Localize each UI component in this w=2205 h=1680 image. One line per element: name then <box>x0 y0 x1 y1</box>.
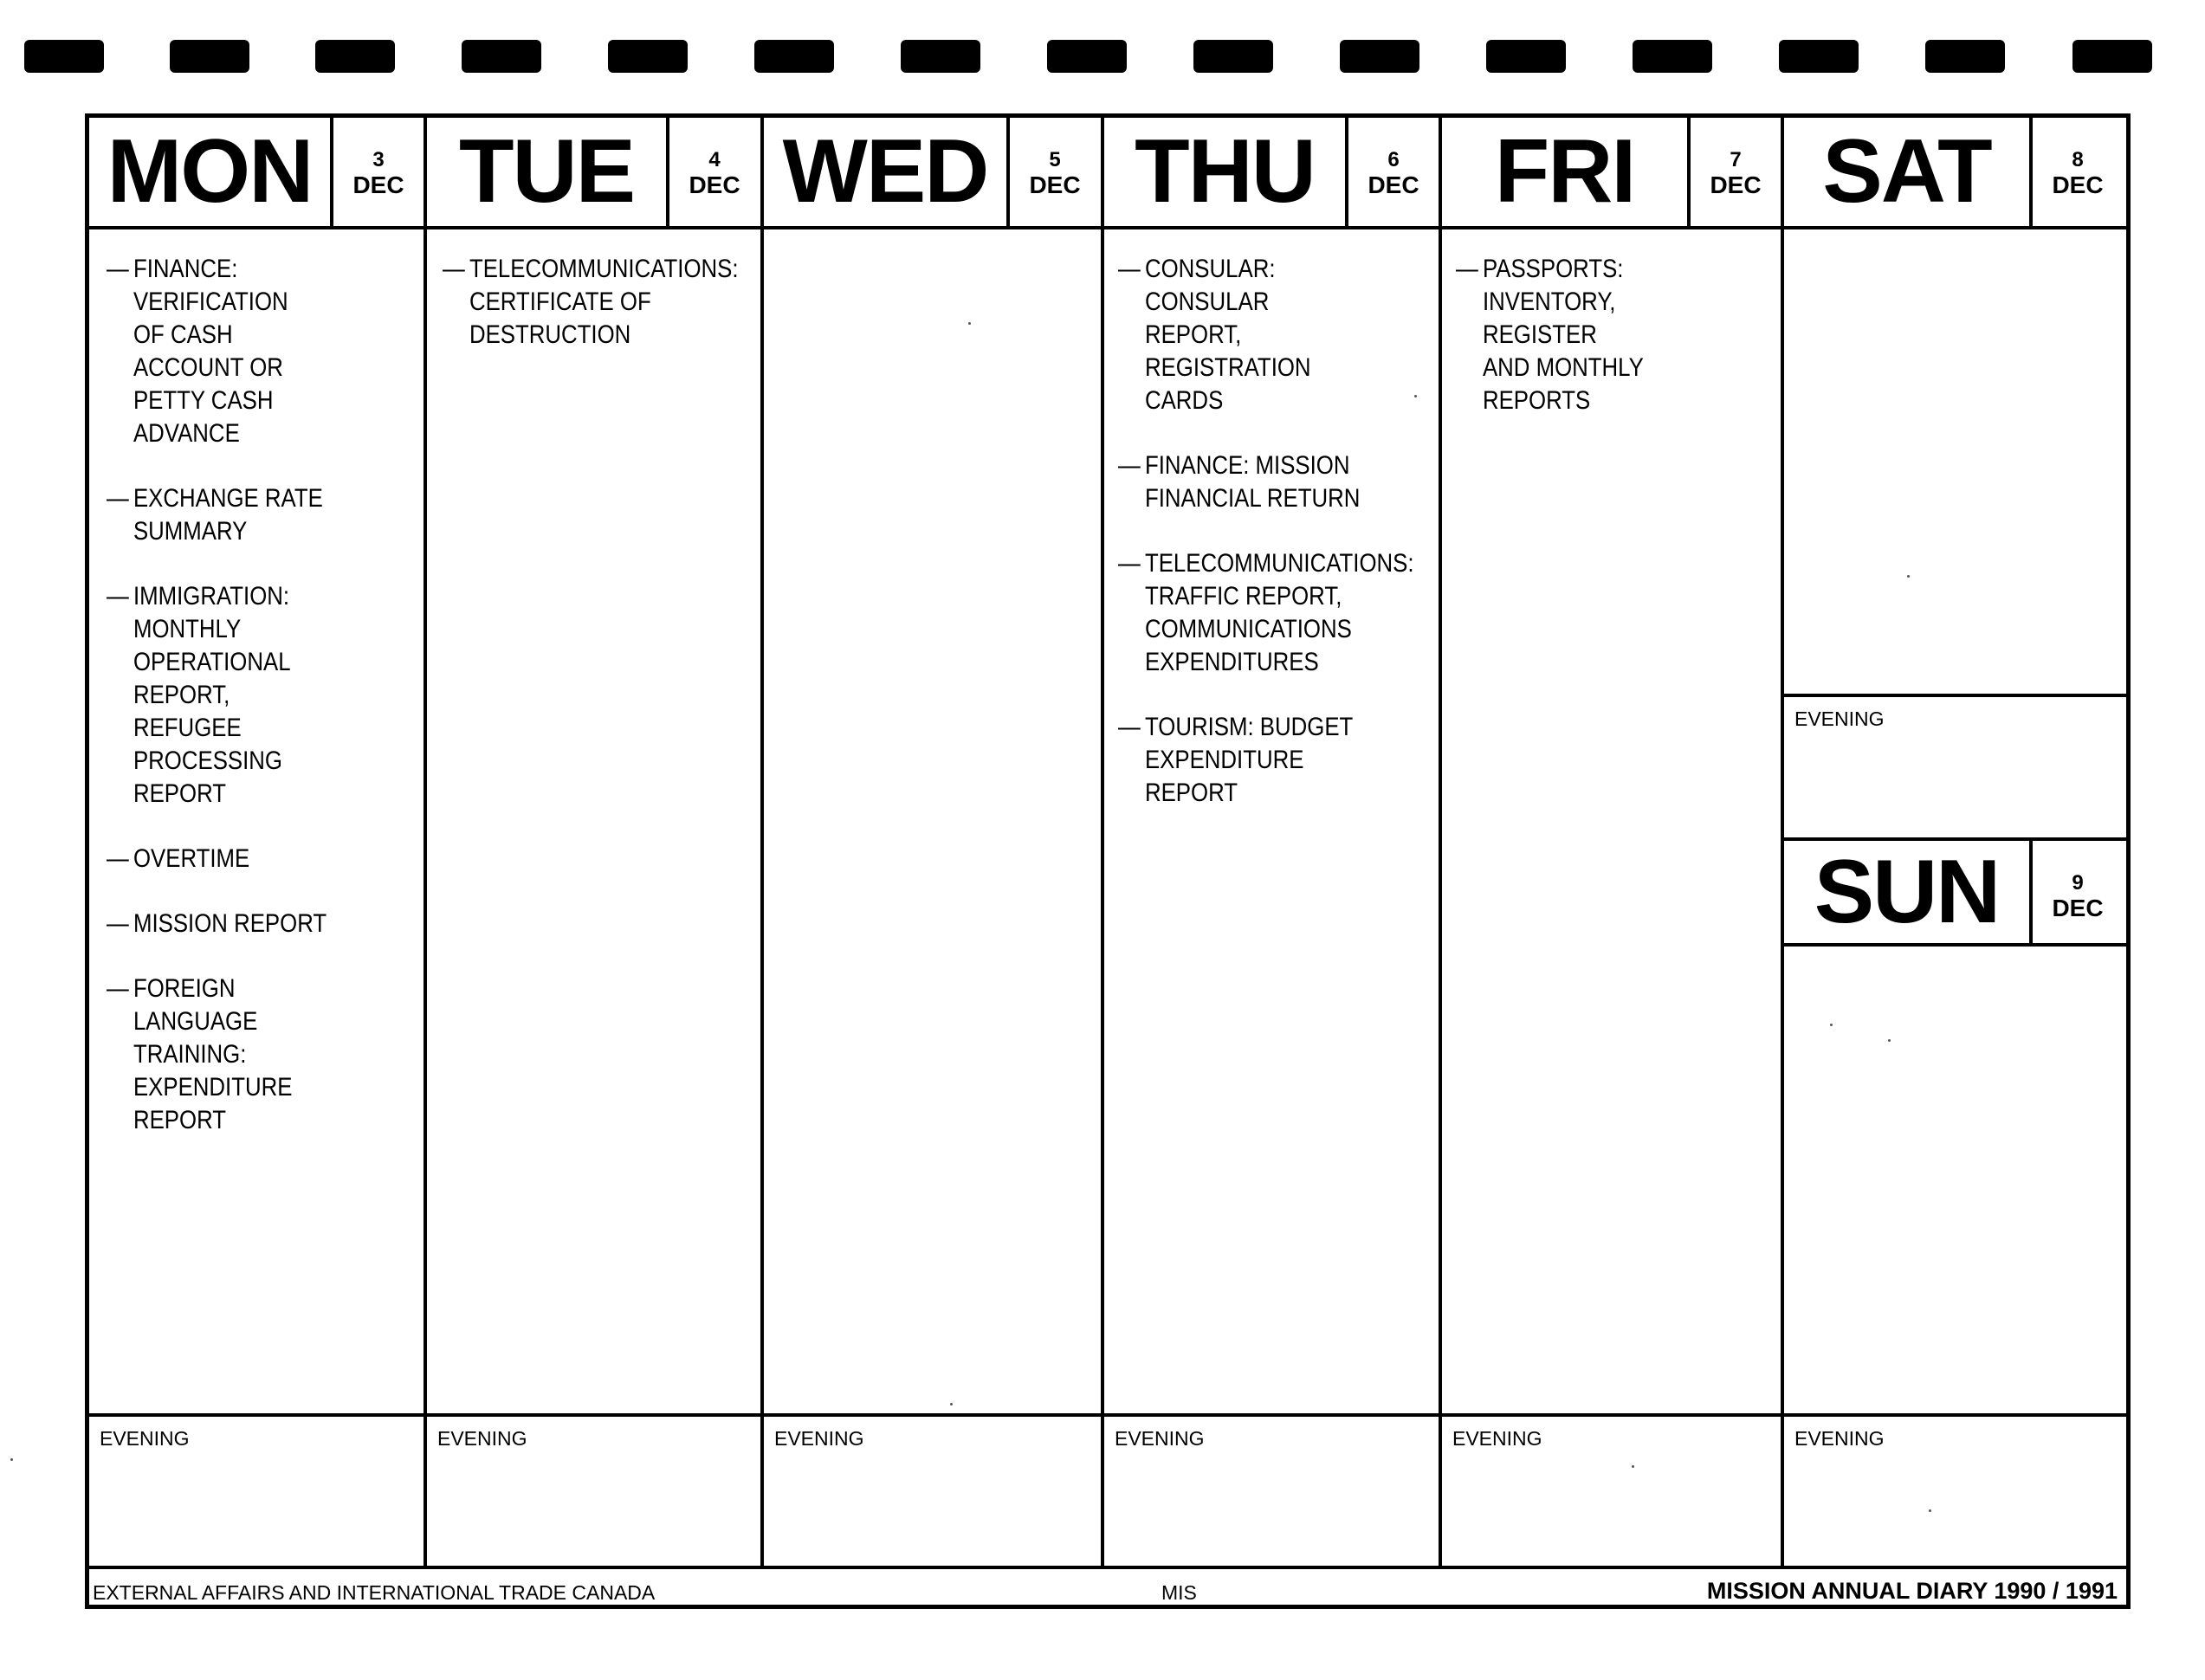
day-header-wed <box>764 118 1101 226</box>
date-month: DEC <box>1710 171 1762 198</box>
task-item <box>107 908 345 940</box>
binding-hole <box>1193 40 1273 73</box>
task-text: TELECOMMUNICATIONS: TRAFFIC REPORT, COMMUNICATIONS EXPENDITURES <box>1144 549 1414 676</box>
day-name: MON <box>107 121 313 222</box>
footer-code: MIS <box>1161 1581 1197 1604</box>
task-bullet: — <box>107 974 129 1003</box>
scan-speck <box>1929 1509 1931 1512</box>
task-item <box>1118 547 1414 679</box>
scan-speck <box>1907 575 1910 578</box>
day-header-tue <box>427 118 760 226</box>
scan-speck <box>1888 1039 1891 1042</box>
date-month: DEC <box>2052 171 2104 198</box>
column-divider <box>1101 118 1104 1566</box>
evening-label: EVENING <box>437 1427 527 1450</box>
task-list <box>107 253 345 1169</box>
organization-name: EXTERNAL AFFAIRS AND INTERNATIONAL TRADE CANADA <box>93 1581 656 1604</box>
binding-hole <box>754 40 834 73</box>
date-box <box>1345 118 1439 226</box>
task-item <box>107 972 345 1137</box>
scan-speck <box>1414 395 1417 397</box>
week-calendar <box>85 113 2131 1609</box>
scan-speck <box>1632 1465 1634 1468</box>
binding-hole <box>1340 40 1419 73</box>
day-name: THU <box>1135 121 1315 222</box>
task-bullet: — <box>1118 255 1141 283</box>
task-item <box>107 843 345 876</box>
column-divider <box>424 118 427 1566</box>
task-list <box>1118 253 1414 842</box>
task-text: IMMIGRATION: MONTHLY OPERATIONAL REPORT, REFUGEE PROCESSING REPORT <box>133 582 290 808</box>
day-header-sun <box>1784 841 2126 943</box>
task-bullet: — <box>107 844 129 873</box>
date-month: DEC <box>2052 895 2104 921</box>
date-box <box>2029 841 2123 943</box>
diary-title: MISSION ANNUAL DIARY 1990 / 1991 <box>1706 1578 2118 1604</box>
date-number: 4 <box>708 148 721 171</box>
task-text: MISSION REPORT <box>133 909 327 938</box>
task-bullet: — <box>1118 451 1141 480</box>
day-column-sat <box>1784 118 2126 837</box>
task-bullet: — <box>1456 255 1478 283</box>
task-item <box>1118 711 1364 810</box>
task-text: OVERTIME <box>133 844 250 873</box>
task-bullet: — <box>443 255 465 283</box>
task-bullet: — <box>1118 713 1141 741</box>
evening-label: EVENING <box>1452 1427 1542 1450</box>
date-number: 6 <box>1387 148 1400 171</box>
scan-speck <box>10 1458 13 1461</box>
task-item <box>107 482 345 548</box>
task-item <box>107 580 345 811</box>
day-header-thu <box>1104 118 1439 226</box>
task-item <box>1118 449 1364 515</box>
binding-hole <box>1633 40 1712 73</box>
sun-header-rule <box>1784 943 2126 947</box>
binding-hole <box>1486 40 1566 73</box>
date-number: 7 <box>1730 148 1742 171</box>
binding-hole <box>315 40 395 73</box>
binding-hole <box>901 40 980 73</box>
scan-speck <box>950 1403 953 1405</box>
binding-hole <box>1925 40 2005 73</box>
task-item <box>443 253 739 352</box>
binding-hole <box>1779 40 1859 73</box>
binding-hole <box>2072 40 2152 73</box>
binding-hole <box>1047 40 1127 73</box>
task-text: FINANCE: VERIFICATION OF CASH ACCOUNT OR PETTY CASH ADVANCE <box>133 255 288 448</box>
task-bullet: — <box>107 909 129 938</box>
evening-label: EVENING <box>100 1427 190 1450</box>
day-name: FRI <box>1494 121 1635 222</box>
task-text: EXCHANGE RATE SUMMARY <box>133 484 323 546</box>
binding-hole <box>24 40 104 73</box>
binding-holes <box>0 0 2205 95</box>
date-box <box>330 118 424 226</box>
task-item <box>1456 253 1709 417</box>
day-name: WED <box>782 121 988 222</box>
evening-label: EVENING <box>1115 1427 1205 1450</box>
day-header-fri <box>1442 118 1781 226</box>
date-box <box>2029 118 2123 226</box>
column-divider <box>760 118 764 1566</box>
task-text: PASSPORTS: INVENTORY, REGISTER AND MONTHLY REPORTS <box>1482 255 1644 415</box>
task-text: CONSULAR: CONSULAR REPORT, REGISTRATION CARDS <box>1144 255 1311 415</box>
footer <box>89 1569 2126 1606</box>
task-text: TELECOMMUNICATIONS: CERTIFICATE OF DESTRUCTION <box>469 255 739 349</box>
day-name: SUN <box>1814 842 2000 942</box>
evening-label: EVENING <box>1794 1427 1885 1450</box>
day-name: TUE <box>459 121 634 222</box>
task-text: FOREIGN LANGUAGE TRAINING: EXPENDITURE REPORT <box>133 974 293 1134</box>
date-month: DEC <box>1368 171 1419 198</box>
task-bullet: — <box>107 582 129 611</box>
binding-hole <box>608 40 688 73</box>
date-month: DEC <box>1029 171 1081 198</box>
date-box <box>1687 118 1781 226</box>
date-number: 8 <box>2072 148 2084 171</box>
scan-speck <box>1830 1024 1833 1026</box>
day-name: SAT <box>1822 121 1991 222</box>
evening-label: EVENING <box>774 1427 864 1450</box>
date-month: DEC <box>689 171 740 198</box>
task-list <box>443 253 739 384</box>
task-bullet: — <box>107 484 129 513</box>
task-item <box>107 253 345 450</box>
task-list <box>1456 253 1709 449</box>
task-text: TOURISM: BUDGET EXPENDITURE REPORT <box>1144 713 1354 807</box>
day-header-mon <box>89 118 424 226</box>
date-number: 5 <box>1049 148 1061 171</box>
day-header-sat <box>1784 118 2126 226</box>
evening-label: EVENING <box>1794 708 1885 730</box>
binding-hole <box>462 40 541 73</box>
date-box <box>1006 118 1100 226</box>
scan-speck <box>968 322 971 325</box>
date-box <box>666 118 760 226</box>
date-number: 9 <box>2072 871 2084 895</box>
task-bullet: — <box>1118 549 1141 578</box>
evening-rule <box>89 1413 2126 1417</box>
column-divider <box>1439 118 1442 1566</box>
date-month: DEC <box>352 171 404 198</box>
task-item <box>1118 253 1364 417</box>
binding-hole <box>170 40 249 73</box>
task-text: FINANCE: MISSION FINANCIAL RETURN <box>1144 451 1361 513</box>
task-bullet: — <box>107 255 129 283</box>
date-number: 3 <box>372 148 385 171</box>
